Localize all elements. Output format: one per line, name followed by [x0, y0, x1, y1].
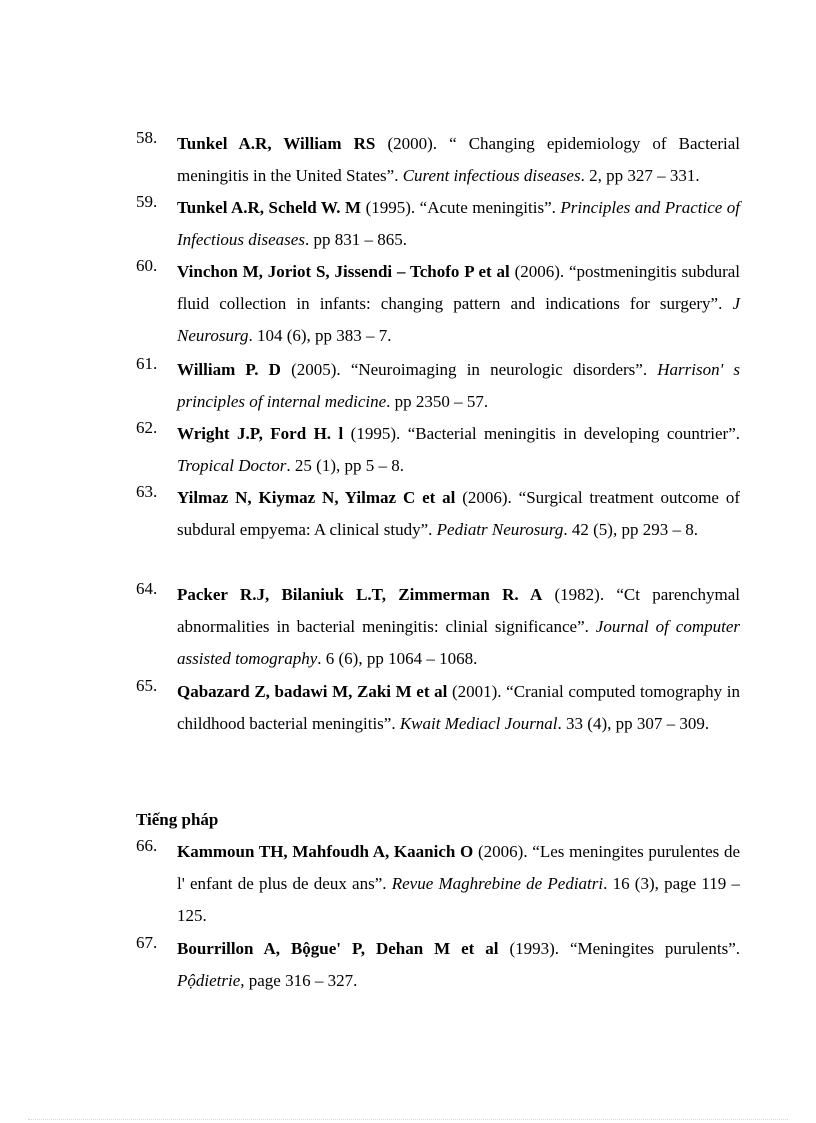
reference-authors: Bourrillon A, Bộgue' P, Dehan M et al	[177, 939, 499, 958]
reference-title: “Cranial computed tomography in childhood bacterial meningitis”.	[177, 682, 741, 733]
reference-text	[177, 579, 740, 675]
reference-source: J Neurosurg	[177, 294, 741, 345]
reference-number: 66.	[136, 836, 158, 855]
reference-authors: Kammoun TH, Mahfoudh A, Kaanich O	[177, 842, 474, 861]
reference-authors: Tunkel A.R, Scheld W. M	[177, 198, 362, 217]
reference-details: . 6 (6), pp 1064 – 1068.	[317, 649, 478, 668]
reference-title: “ Changing epidemiology of Bacterial meningitis in the United States”.	[177, 134, 740, 185]
reference-details: . pp 2350 – 57.	[386, 392, 489, 411]
reference-source: Journal of computer assisted tomography	[177, 617, 740, 668]
reference-title: “postmeningitis subdural fluid collection in infants: changing pattern and indications for surgery”.	[177, 262, 740, 313]
reference-source: Revue Maghrebine de Pediatri	[391, 874, 604, 893]
page-bottom-divider	[28, 1119, 788, 1120]
reference-year: (2005).	[291, 360, 341, 379]
reference-text	[177, 482, 740, 546]
reference-authors: Wright J.P, Ford H. l	[177, 424, 344, 443]
reference-number: 64.	[136, 579, 158, 598]
reference-authors: Qabazard Z, badawi M, Zaki M et al	[177, 682, 448, 701]
reference-item	[136, 256, 740, 352]
reference-source: Pộdietrie,	[177, 971, 245, 990]
section-title: Tiếng pháp	[136, 810, 219, 829]
reference-item	[136, 579, 740, 675]
reference-number: 58.	[136, 128, 158, 147]
reference-title: “Neuroimaging in neurologic disorders”.	[350, 360, 648, 379]
reference-item	[136, 192, 740, 256]
reference-source: Tropical Doctor	[177, 456, 287, 475]
reference-item	[136, 354, 740, 418]
reference-year: (2000).	[387, 134, 438, 153]
reference-authors: Yilmaz N, Kiymaz N, Yilmaz C et al	[177, 488, 456, 507]
reference-details: . 104 (6), pp 383 – 7.	[248, 326, 392, 345]
reference-text	[177, 418, 740, 482]
reference-text	[177, 192, 740, 256]
reference-text	[177, 256, 740, 352]
reference-text	[177, 354, 740, 418]
reference-item	[136, 676, 740, 740]
reference-source: Pediatr Neurosurg	[436, 520, 564, 539]
reference-year: (2006).	[478, 842, 528, 861]
reference-number: 62.	[136, 418, 158, 437]
reference-number: 65.	[136, 676, 158, 695]
reference-year: (2006).	[514, 262, 565, 281]
reference-number: 59.	[136, 192, 158, 211]
reference-item	[136, 418, 740, 482]
reference-number: 67.	[136, 933, 158, 952]
reference-year: (1995).	[365, 198, 416, 217]
reference-text	[177, 933, 740, 997]
reference-title: “Acute meningitis”.	[419, 198, 556, 217]
reference-year: (2006).	[462, 488, 512, 507]
reference-year: (1982).	[554, 585, 605, 604]
reference-source: Kwait Mediacl Journal	[399, 714, 558, 733]
reference-title: “Meningites purulents”.	[569, 939, 740, 958]
reference-details: . 2, pp 327 – 331.	[580, 166, 700, 185]
reference-year: (1993).	[509, 939, 560, 958]
reference-details: . 33 (4), pp 307 – 309.	[557, 714, 710, 733]
reference-item	[136, 128, 740, 192]
reference-authors: Tunkel A.R, William RS	[177, 134, 376, 153]
reference-text	[177, 128, 740, 192]
reference-text	[177, 836, 740, 932]
reference-title: “Surgical treatment outcome of subdural empyema: A clinical study”.	[177, 488, 740, 539]
reference-year: (1995).	[350, 424, 401, 443]
reference-authors: William P. D	[177, 360, 281, 379]
reference-title: “Bacterial meningitis in developing countrier”.	[407, 424, 741, 443]
reference-details: page 316 – 327.	[244, 971, 358, 990]
reference-source: Harrison' s principles of internal medicine	[177, 360, 740, 411]
reference-source: Principles and Practice of Infectious diseases	[177, 198, 741, 249]
reference-number: 61.	[136, 354, 158, 373]
reference-authors: Vinchon M, Joriot S, Jissendi – Tchofo P et al	[177, 262, 510, 281]
reference-details: . 42 (5), pp 293 – 8.	[563, 520, 698, 539]
reference-number: 63.	[136, 482, 158, 501]
reference-details: . 25 (1), pp 5 – 8.	[286, 456, 404, 475]
reference-title: “Ct parenchymal abnormalities in bacterial meningitis: clinial significance”.	[177, 585, 740, 636]
reference-details: . 16 (3), page 119 – 125.	[177, 874, 740, 925]
reference-item	[136, 933, 740, 997]
reference-year: (2001).	[451, 682, 502, 701]
reference-details: . pp 831 – 865.	[304, 230, 407, 249]
reference-authors: Packer R.J, Bilaniuk L.T, Zimmerman R. A	[177, 585, 543, 604]
reference-source: Curent infectious diseases	[402, 166, 581, 185]
reference-item	[136, 482, 740, 546]
reference-title: “Les meningites purulentes de l' enfant de plus de deux ans”.	[177, 842, 740, 893]
reference-number: 60.	[136, 256, 158, 275]
reference-item	[136, 836, 740, 932]
reference-text	[177, 676, 740, 740]
